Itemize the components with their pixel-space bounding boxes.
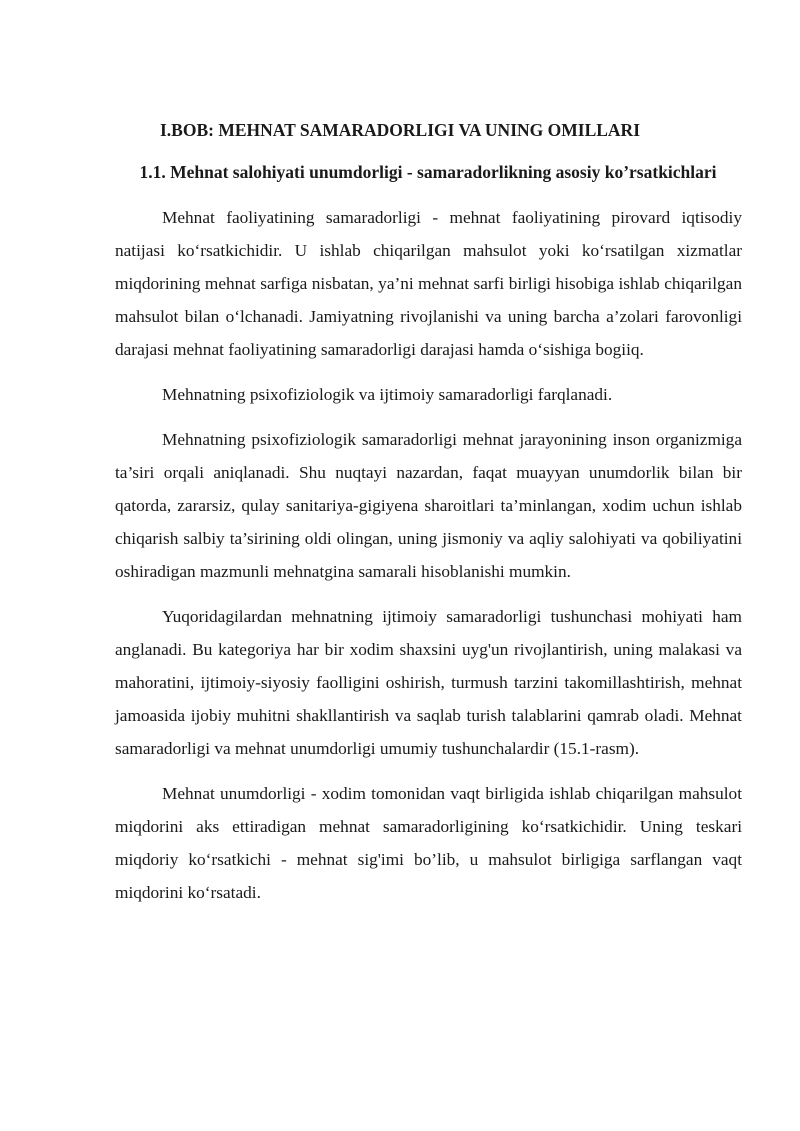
paragraph-3: Mehnatning psixofiziologik samaradorligi mehnat jarayonining inson organizmiga ta’siri orqali aniqlanadi. Shu nuqtayi nazardan, faqat muayyan unumdorlik bilan bir qatorda, zararsiz, qulay sanitariya-gigiyena sharoitlari ta’minlangan, xodim uchun ishlab chiqarish salbiy ta’sirining oldi olingan, uning jismoniy va aqliy salohiyati va qobiliyatini oshiradigan mazmunli mehnatgina samarali hisoblanishi mumkin. — [115, 430, 742, 581]
section-title: 1.1. Mehnat salohiyati unumdorligi - samaradorlikning asosiy ko’rsatkichlari — [139, 162, 717, 182]
body-text — [115, 201, 742, 921]
paragraph-4: Yuqoridagilardan mehnatning ijtimoiy samaradorligi tushunchasi mohiyati ham anglanadi. Bu kategoriya har bir xodim shaxsini uyg'un rivojlantirish, uning malakasi va mahoratini, ijtimoiy-siyosiy faolligini oshirish, turmush tarzini takomillashtirish, mehnat jamoasida ijobiy muhitni shakllantirish va saqlab turish talablarini qamrab oladi. Mehnat samaradorligi va mehnat unumdorligi umumiy tushunchalardir (15.1-rasm). — [115, 607, 742, 758]
paragraph-1: Mehnat faoliyatining samaradorligi - mehnat faoliyatining pirovard iqtisodiy natijasi ko‘rsatkichidir. U ishlab chiqarilgan mahsulot yoki ko‘rsatilgan xizmatlar miqdorining mehnat sarfiga nisbatan, ya’ni mehnat sarfi birligi hisobiga ishlab chiqarilgan mahsulot bilan o‘lchanadi. Jamiyatning rivojlanishi va uning barcha a’zolari farovonligi darajasi mehnat faoliyatining samaradorligi darajasi hamda o‘sishiga bogiiq. — [115, 208, 742, 359]
paragraph-2: Mehnatning psixofiziologik va ijtimoiy samaradorligi farqlanadi. — [162, 385, 613, 404]
chapter-title: I.BOB: MEHNAT SAMARADORLIGI VA UNING OMILLARI — [159, 120, 641, 140]
paragraph-5: Mehnat unumdorligi - xodim tomonidan vaqt birligida ishlab chiqarilgan mahsulot miqdorini aks ettiradigan mehnat samaradorligining ko‘rsatkichidir. Uning teskari miqdoriy ko‘rsatkichi - mehnat sig'imi bo’lib, u mahsulot birligiga sarflangan vaqt miqdorini ko‘rsatadi. — [115, 784, 742, 902]
